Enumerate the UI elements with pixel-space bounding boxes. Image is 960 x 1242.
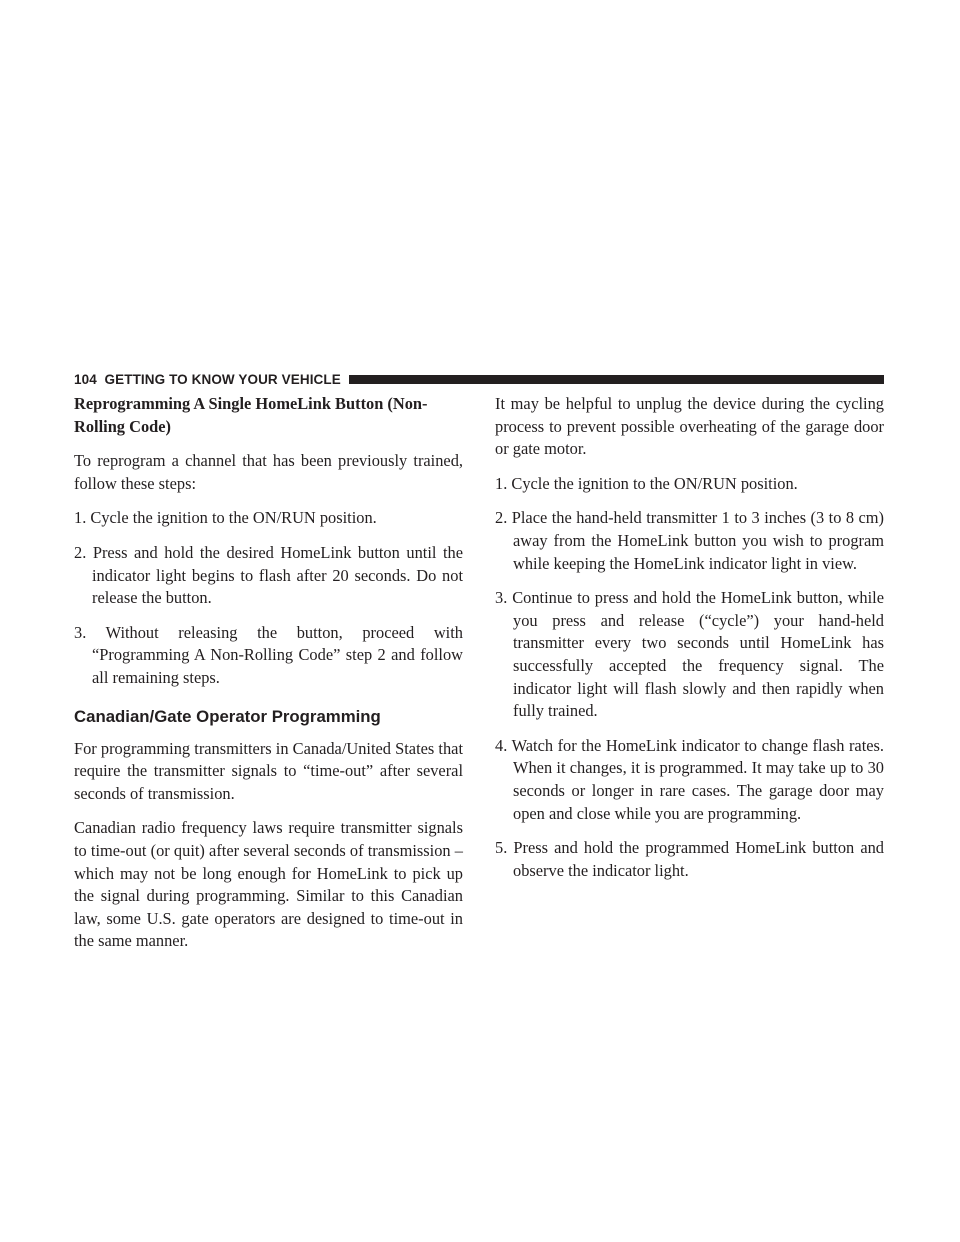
header-rule [349,375,884,384]
step-text: Without releasing the button, proceed with “Programming A Non-Rolling Code” step 2 and follow all remaining steps. [92,622,463,687]
intro-paragraph: To reprogram a channel that has been previously trained, follow these steps: [74,451,463,493]
step-item [74,507,463,530]
step-number: 5. [495,838,508,858]
step-item [495,507,884,575]
step-item [495,473,884,496]
left-column [74,393,463,965]
body-paragraph: For programming transmitters in Canada/United States that require the transmitter signals to “time-out” after several seconds of transmission. [74,738,463,803]
step-item [495,587,884,723]
page-number: 104 [74,371,97,387]
body-paragraph: Canadian radio frequency laws require transmitter signals to time-out (or quit) after several seconds of transmission – which may not be long enough for HomeLink to pick up the signal during programming. Similar to this Canadian law, some U.S. gate operators are designed to time-out in the same manner. [74,818,463,951]
step-number: 2. [495,508,508,528]
step-text: Continue to press and hold the HomeLink button, while you press and release (“cycle”) your hand-held transmitter every two seconds until HomeLink has successfully accepted the frequency signal. The indicator light will flash slowly and then rapidly when fully trained. [512,588,884,721]
step-number: 2. [74,542,87,562]
step-item [74,542,463,610]
step-text: Cycle the ignition to the ON/RUN position. [511,473,798,493]
step-item [495,735,884,825]
step-number: 3. [74,622,87,642]
steps-list [495,473,884,883]
subheading-reprogramming: Reprogramming A Single HomeLink Button (Non-Rolling Code) [74,394,428,436]
step-number: 1. [74,508,87,528]
right-column [495,393,884,894]
section-title-canadian: Canadian/Gate Operator Programming [74,706,381,726]
step-text: Place the hand-held transmitter 1 to 3 inches (3 to 8 cm) away from the HomeLink button you wish to program while keeping the HomeLink indicator light in view. [511,508,884,573]
step-text: Press and hold the desired HomeLink button until the indicator light begins to flash after 20 seconds. Do not release the button. [92,542,463,608]
step-number: 3. [495,588,508,608]
step-item [495,837,884,882]
step-text: Cycle the ignition to the ON/RUN position. [90,508,377,528]
step-text: Press and hold the programmed HomeLink button and observe the indicator light. [513,838,884,880]
step-number: 1. [495,473,508,493]
page-header [74,370,884,388]
page-header-text [74,372,341,387]
step-item [74,622,463,690]
section-name: GETTING TO KNOW YOUR VEHICLE [104,371,341,387]
step-number: 4. [495,735,508,755]
intro-paragraph: It may be helpful to unplug the device during the cycling process to prevent possible overheating of the garage door or gate motor. [495,394,884,459]
steps-list [74,507,463,689]
step-text: Watch for the HomeLink indicator to change flash rates. When it changes, it is programmed. It may take up to 30 seconds or longer in rare cases. The garage door may open and close while you are programming. [511,735,885,823]
